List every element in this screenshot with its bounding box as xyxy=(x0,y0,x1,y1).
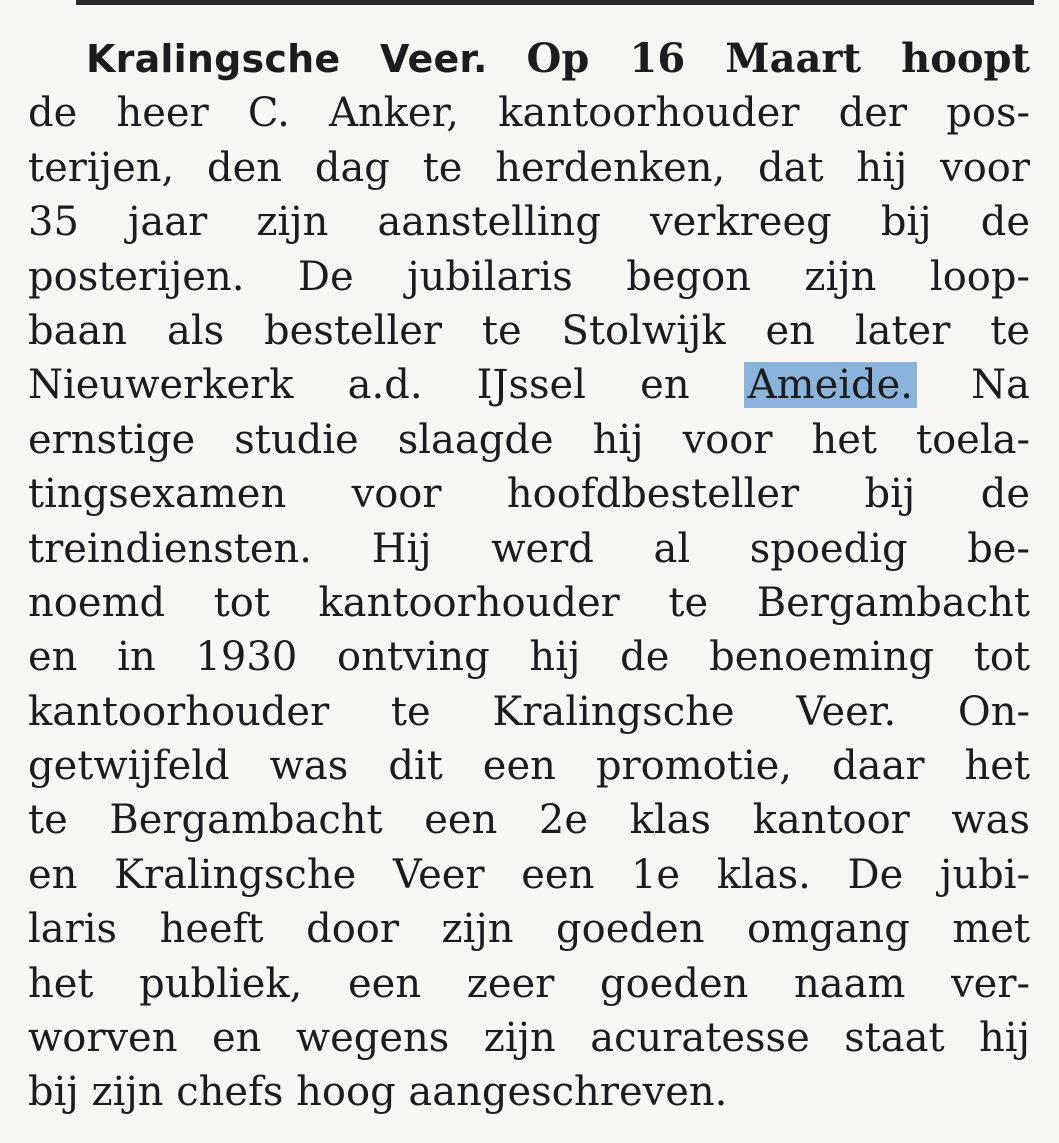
article-line-20: bij zijn chefs hoog aangeschreven. xyxy=(28,1069,728,1116)
article-line-2: de heer C. Anker, kantoorhouder der pos- xyxy=(28,90,1030,137)
article-headline: Kralingsche Veer. xyxy=(86,37,488,81)
article-line-5: posterijen. De jubilaris begon zijn loop- xyxy=(28,253,1030,300)
article-body xyxy=(28,32,1030,1120)
article-line-15: te Bergambacht een 2e klas kantoor was xyxy=(28,797,1030,844)
article-line-7-pre: Nieuwerkerk a.d. IJssel xyxy=(28,362,587,409)
article-line-14: getwijfeld was dit een promotie, daar het xyxy=(28,743,1030,790)
article-line-7-conj: en xyxy=(640,362,690,409)
article-line-6: baan als besteller te Stolwijk en later te xyxy=(28,307,1030,354)
column-top-rule xyxy=(76,0,1034,5)
article-line-4: 35 jaar zijn aanstelling verkreeg bij de xyxy=(28,199,1030,246)
article-line-17: laris heeft door zijn goeden omgang met xyxy=(28,906,1030,953)
article-line-1-text: Op 16 Maart hoopt xyxy=(526,35,1030,82)
article-line-7-post: Na xyxy=(971,362,1030,409)
article-line-11: noemd tot kantoorhouder te Bergambacht xyxy=(28,579,1030,626)
article-line-10: treindiensten. Hij werd al spoedig be- xyxy=(28,525,1030,572)
article-line-8: ernstige studie slaagde hij voor het toela- xyxy=(28,416,1030,463)
search-highlight-ameide[interactable]: Ameide. xyxy=(744,362,917,408)
article-line-3: terijen, den dag te herdenken, dat hij voor xyxy=(28,144,1030,191)
article-line-13: kantoorhouder te Kralingsche Veer. On- xyxy=(28,688,1030,735)
article-line-19: worven en wegens zijn acuratesse staat hij xyxy=(28,1015,1030,1062)
article-line-9: tingsexamen voor hoofdbesteller bij de xyxy=(28,471,1030,518)
article-line-12: en in 1930 ontving hij de benoeming tot xyxy=(28,634,1030,681)
article-line-1 xyxy=(28,32,1030,86)
article-line-16: en Kralingsche Veer een 1e klas. De jubi- xyxy=(28,851,1030,898)
article-line-18: het publiek, een zeer goeden naam ver- xyxy=(28,960,1030,1007)
article-line-7 xyxy=(28,358,1030,412)
